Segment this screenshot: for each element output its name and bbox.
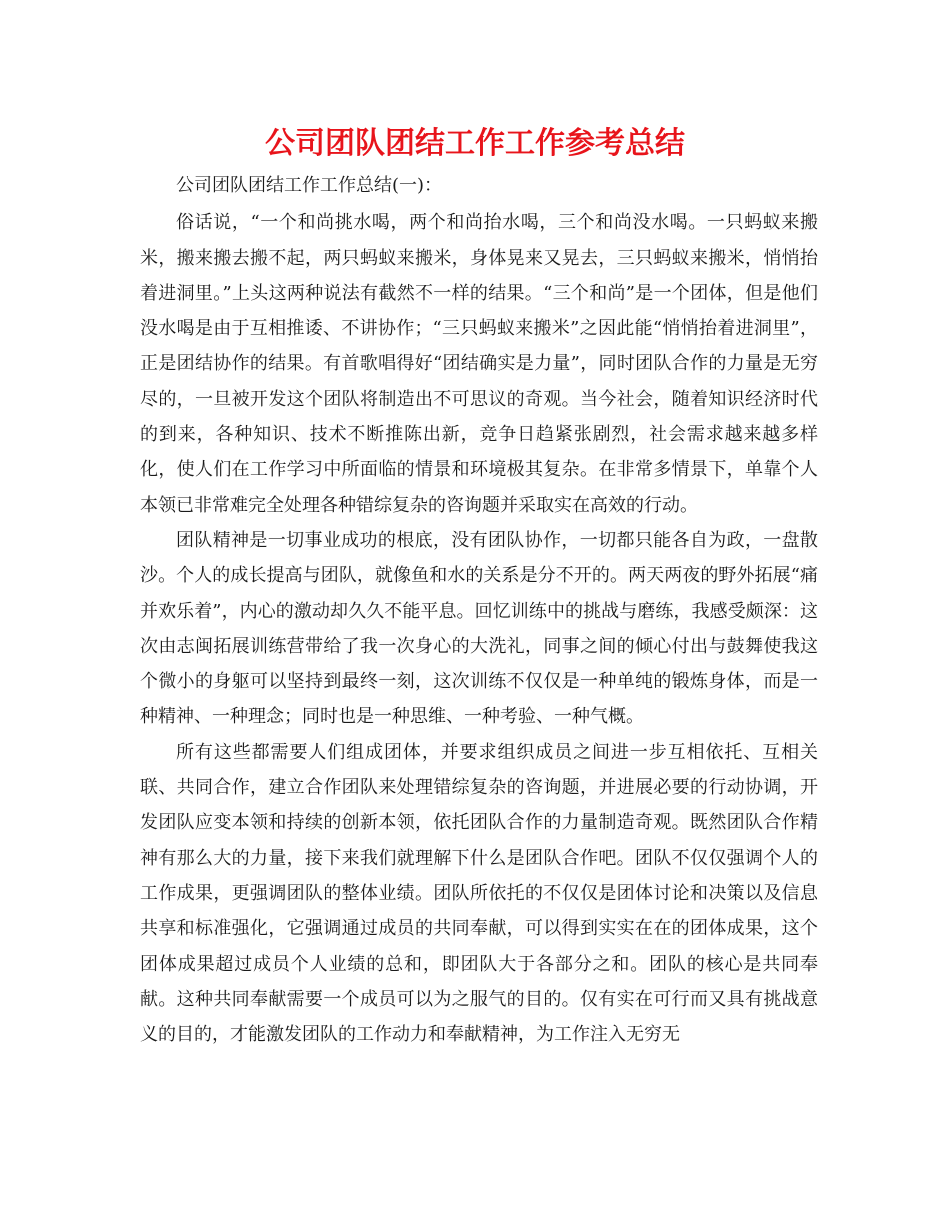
section-heading: 公司团队团结工作工作总结(一)： bbox=[176, 175, 443, 196]
document-body bbox=[140, 168, 818, 1052]
paragraph-2: 团队精神是一切事业成功的根底，没有团队协作，一切都只能各自为政，一盘散沙。个人的成长提高与团队，就像鱼和水的关系是分不开的。两天两夜的野外拓展“痛并欢乐着”，内心的激动却久久不能平息。回忆训练中的挑战与磨练，我感受颇深：这次由志闽拓展训练营带给了我一次身心的大洗礼，同事之间的倾心付出与鼓舞使我这个微小的身躯可以坚持到最终一刻，这次训练不仅仅是一种单纯的锻炼身体，而是一种精神、一种理念；同时也是一种思维、一种考验、一种气概。 bbox=[140, 529, 818, 728]
paragraph-1: 俗话说，“一个和尚挑水喝，两个和尚抬水喝，三个和尚没水喝。一只蚂蚁来搬米，搬来搬去搬不起，两只蚂蚁来搬米，身体晃来又晃去，三只蚂蚁来搬米，悄悄抬着进洞里。”上头这两种说法有截然不一样的结果。“三个和尚”是一个团体，但是他们没水喝是由于互相推诿、不讲协作；“三只蚂蚁来搬米”之因此能“悄悄抬着进洞里”，正是团结协作的结果。有首歌唱得好“团结确实是力量”，同时团队合作的力量是无穷尽的，一旦被开发这个团队将制造出不可思议的奇观。当今社会，随着知识经济时代的到来，各种知识、技术不断推陈出新，竞争日趋紧张剧烈，社会需求越来越多样化，使人们在工作学习中所面临的情景和环境极其复杂。在非常多情景下，单靠个人本领已非常难完全处理各种错综复杂的咨询题并采取实在高效的行动。 bbox=[140, 212, 818, 516]
document-title: 公司团队团结工作工作参考总结 bbox=[265, 126, 685, 161]
paragraph-3: 所有这些都需要人们组成团体，并要求组织成员之间进一步互相依托、互相关联、共同合作，建立合作团队来处理错综复杂的咨询题，并进展必要的行动协调，开发团队应变本领和持续的创新本领，依托团队合作的力量制造奇观。既然团队合作精神有那么大的力量，接下来我们就理解下什么是团队合作吧。团队不仅仅强调个人的工作成果，更强调团队的整体业绩。团队所依托的不仅仅是团体讨论和决策以及信息共享和标准强化，它强调通过成员的共同奉献，可以得到实实在在的团体成果，这个团体成果超过成员个人业绩的总和，即团队大于各部分之和。团队的核心是共同奉献。这种共同奉献需要一个成员可以为之服气的目的。仅有实在可行而又具有挑战意义的目的，才能激发团队的工作动力和奉献精神，为工作注入无穷无 bbox=[140, 741, 818, 1046]
